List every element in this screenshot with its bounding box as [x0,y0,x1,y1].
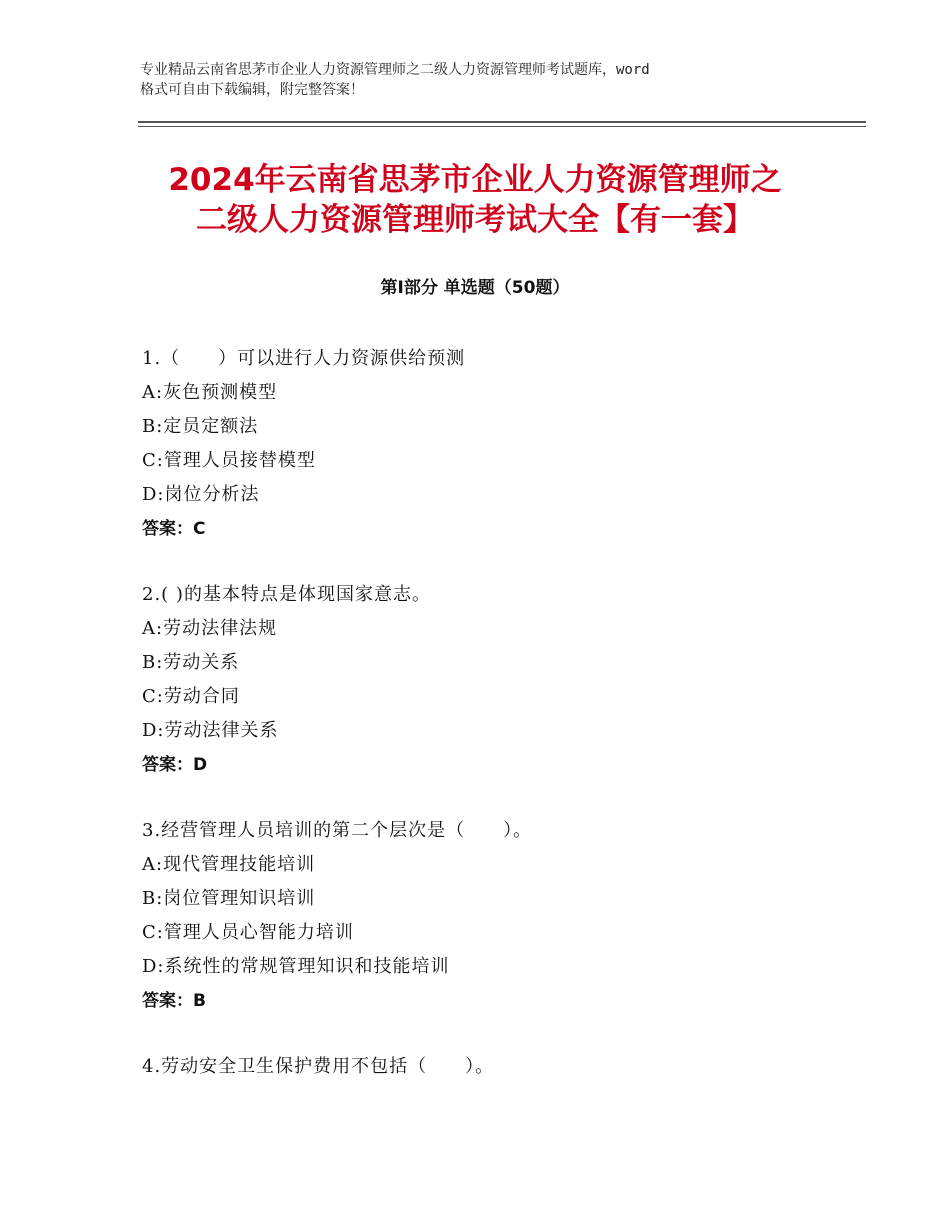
header-note-line-2: 格式可自由下载编辑，附完整答案！ [140,82,364,98]
option-b: B:劳动关系 [142,652,240,673]
question-2 [142,578,862,782]
option-c: C:劳动合同 [142,686,240,707]
title-line-2: 二级人力资源管理师考试大全【有一套】 [196,202,754,238]
answer: 答案：D [142,755,208,775]
title-line-1: 2024年云南省思茅市企业人力资源管理师之 [168,162,782,198]
option-b: B:定员定额法 [142,416,259,437]
option-d: D:劳动法律关系 [142,720,279,741]
section-heading: 第Ⅰ部分 单选题（50题） [380,278,570,298]
header-note [140,60,840,100]
header-divider-thick [138,121,866,123]
option-c: C:管理人员接替模型 [142,450,316,471]
question-4 [142,1050,862,1084]
question-3 [142,814,862,1018]
answer: 答案：B [142,991,206,1011]
question-list [142,342,862,1116]
header-divider-thin [138,126,866,127]
header-note-line-1: 专业精品云南省思茅市企业人力资源管理师之二级人力资源管理师考试题库，word [140,62,650,78]
question-stem: 3.经营管理人员培训的第二个层次是（ ）。 [142,820,533,841]
option-c: C:管理人员心智能力培训 [142,922,354,943]
answer: 答案：C [142,519,206,539]
option-b: B:岗位管理知识培训 [142,888,316,909]
question-stem: 4.劳动安全卫生保护费用不包括（ ）。 [142,1056,495,1077]
document-title [90,160,860,240]
option-d: D:系统性的常规管理知识和技能培训 [142,956,450,977]
question-stem: 1.（ ）可以进行人力资源供给预测 [142,348,466,369]
question-1 [142,342,862,546]
option-a: A:劳动法律法规 [142,618,278,639]
option-a: A:现代管理技能培训 [142,854,316,875]
option-a: A:灰色预测模型 [142,382,278,403]
question-stem: 2.( )的基本特点是体现国家意志。 [142,584,431,605]
option-d: D:岗位分析法 [142,484,260,505]
